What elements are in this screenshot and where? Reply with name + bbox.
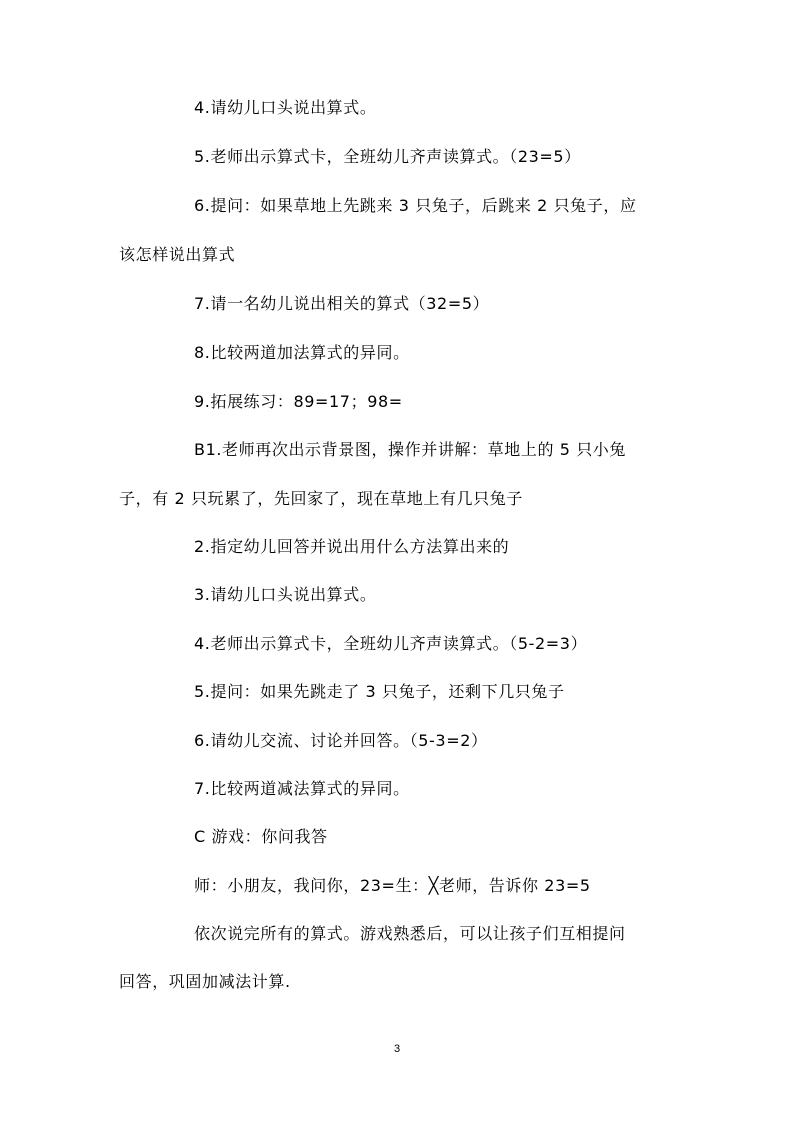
paragraph-line: 5.老师出示算式卡，全班幼儿齐声读算式。（23=5） [194,147,581,166]
paragraph-line: 7.比较两道减法算式的异同。 [194,779,410,798]
paragraph-line: 4.请幼儿口头说出算式。 [194,98,377,117]
paragraph-line: 8.比较两道加法算式的异同。 [194,343,410,362]
paragraph-line: 子，有 2 只玩累了，先回家了，现在草地上有几只兔子 [119,489,523,508]
paragraph-line: B1.老师再次出示背景图，操作并讲解：草地上的 5 只小兔 [194,440,626,459]
paragraph-line: 回答，巩固加减法计算. [119,972,291,991]
paragraph-line: 依次说完所有的算式。游戏熟悉后，可以让孩子们互相提问 [194,924,626,943]
paragraph-line: 2.指定幼儿回答并说出用什么方法算出来的 [194,537,510,556]
paragraph-line: C 游戏：你问我答 [194,827,328,846]
paragraph-line: 6.提问：如果草地上先跳来 3 只兔子，后跳来 2 只兔子，应 [194,196,637,215]
paragraph-line: 该怎样说出算式 [119,245,236,264]
paragraph-line: 师：小朋友，我问你，23=生：╳老师，告诉你 23=5 [194,876,591,895]
paragraph-line: 6.请幼儿交流、讨论并回答。（5-3=2） [194,731,488,750]
paragraph-line: 9.拓展练习：89=17；98= [194,392,403,411]
paragraph-line: 4.老师出示算式卡，全班幼儿齐声读算式。（5-2=3） [194,634,588,653]
page-number: 3 [393,1043,401,1055]
paragraph-line: 3.请幼儿口头说出算式。 [194,585,377,604]
paragraph-line: 7.请一名幼儿说出相关的算式（32=5） [194,294,490,313]
paragraph-line: 5.提问：如果先跳走了 3 只兔子，还剩下几只兔子 [194,682,565,701]
